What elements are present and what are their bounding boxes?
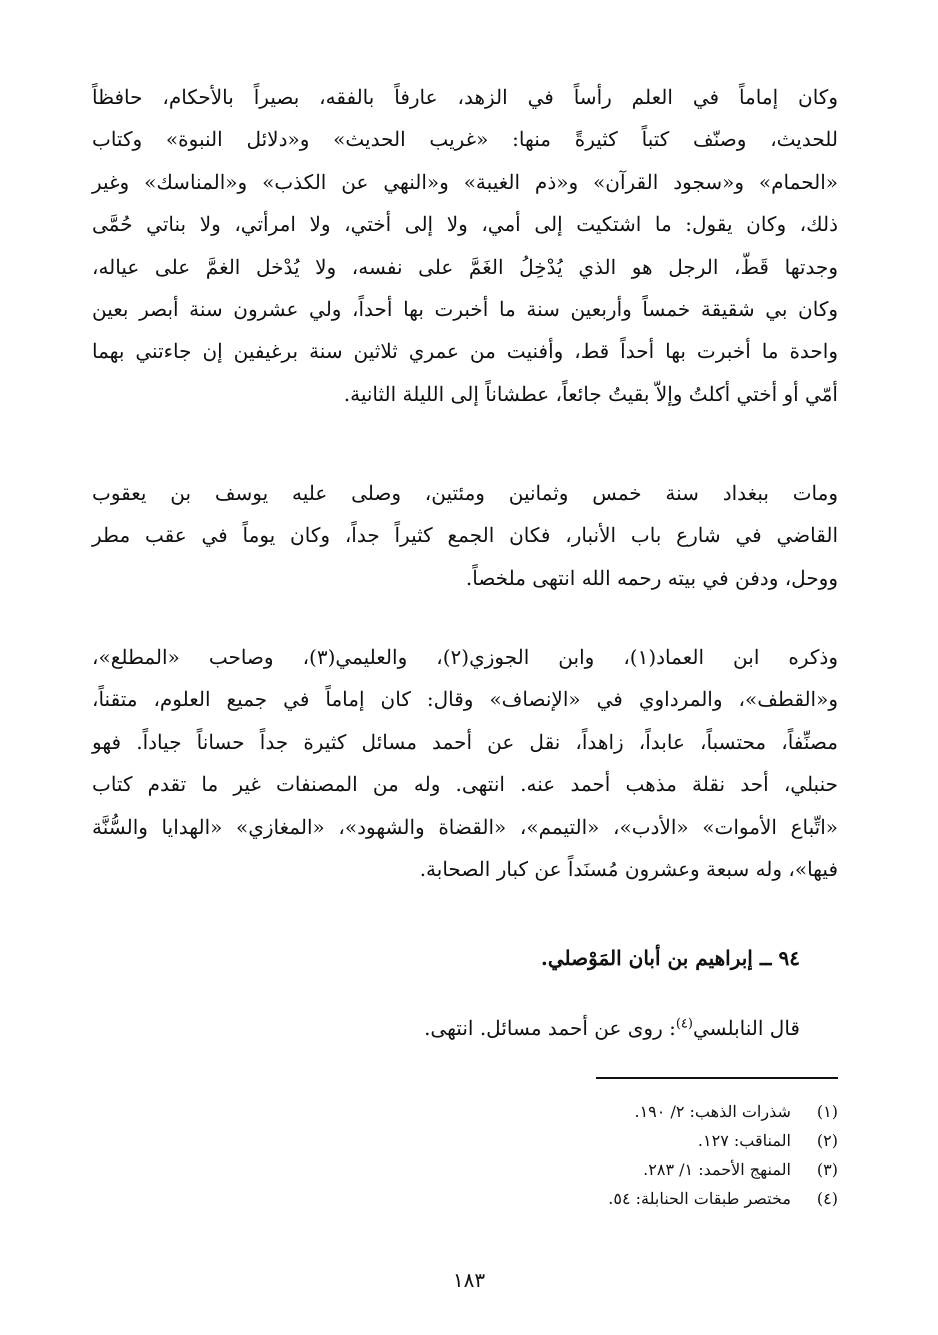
footnote-number: (٢) [816,1131,838,1150]
footnote-text: المناقب: ١٢٧. [697,1131,791,1150]
entry-text [424,1016,800,1040]
paragraph-death [92,472,838,599]
paragraph-biography [92,76,838,415]
footnote-text: مختصر طبقات الحنابلة: ٥٤. [608,1189,791,1208]
text-line: ووحل، ودفن في بيته رحمه الله انتهى ملخصاً. [465,565,838,590]
footnote-item [608,1155,838,1184]
text-line: «الحمام» و«سجود القرآن» و«ذم الغيبة» و«النهي عن الكذب» و«المناسك» وغير [92,169,838,194]
text-line: وكان إماماً في العلم رأساً في الزهد، عارفاً بالفقه، بصيراً بالأحكام، حافظاً [92,85,838,109]
footnote-item [608,1184,838,1213]
text-line: وذكره ابن العماد(١)، وابن الجوزي(٢)، والعليمي(٣)، وصاحب «المطلع»، [92,645,838,669]
footnote-text: شذرات الذهب: ٢/ ١٩٠. [634,1102,791,1121]
footnote-reference[interactable]: (٤) [675,1016,693,1032]
footnotes [608,1097,838,1213]
paragraph-references [92,636,838,890]
page-number: ١٨٣ [452,1268,486,1292]
footnote-item [608,1097,838,1126]
footnote-number: (٤) [816,1189,838,1208]
text-line: القاضي في شارع باب الأنبار، فكان الجمع كثيراً جداً، وكان يوماً في عقب مطر [92,523,838,548]
text-line: «اتِّباع الأموات» «الأدب»، «التيمم»، «القضاة والشهود»، «المغازي» «الهدايا والسُّنَّة [92,814,838,839]
footnote-number: (١) [816,1102,838,1121]
text-line: ومات ببغداد سنة خمس وثمانين ومئتين، وصلى عليه يوسف بن يعقوب [92,481,838,505]
text-line: و«القطف»، والمرداوي في «الإنصاف» وقال: كان إماماً في جميع العلوم، متقناً، [92,687,838,712]
footnote-item [608,1126,838,1155]
text-line: مصنِّفاً، محتسباً، عابداً، زاهداً، نقل عن أحمد مسائل كثيرة جداً حساناً جياداً. فهو [92,729,838,754]
entry-text-before: قال النابلسي [692,1016,800,1040]
footnote-text: المنهج الأحمد: ١/ ٢٨٣. [643,1160,791,1179]
entry-text-after: : روى عن أحمد مسائل. انتهى. [424,1016,676,1040]
text-line: للحديث، وصنّف كتباً كثيرةً منها: «غريب الحديث» و«دلائل النبوة» وكتاب [92,127,838,152]
text-line: ذلك، وكان يقول: ما اشتكيت إلى أمي، ولا إلى أختي، ولا امرأتي، ولا بناتي حُمَّى [92,212,838,237]
text-line: فيها»، وله سبعة وعشرون مُسنَداً عن كبار الصحابة. [419,856,838,881]
text-line: وكان بي شقيقة خمساً وأربعين سنة ما أخبرت بها أحداً، ولي عشرون سنة أبصر بعين [92,296,838,321]
footnote-number: (٣) [816,1160,838,1179]
text-line: حنبلي، أحد نقلة مذهب أحمد عنه. انتهى. وله من المصنفات غير ما تقدم كتاب [92,772,838,797]
entry-title: ٩٤ ــ إبراهيم بن أبان المَوْصلي. [540,946,800,970]
text-line: واحدة ما أخبرت بها أحداً قط، وأفنيت من عمري ثلاثين سنة برغيفين إن جاءتني بهما [92,339,838,364]
text-line: وجدتها قَطّ، الرجل هو الذي يُدْخِلُ الغَمَّ على نفسه، ولا يُدْخل الغمَّ على عياله، [92,254,838,279]
text-line: أمّي أو أختي أكلتُ وإلاّ بقيتُ جائعاً، عطشاناً إلى الليلة الثانية. [343,381,838,406]
footnote-separator [596,1077,838,1079]
